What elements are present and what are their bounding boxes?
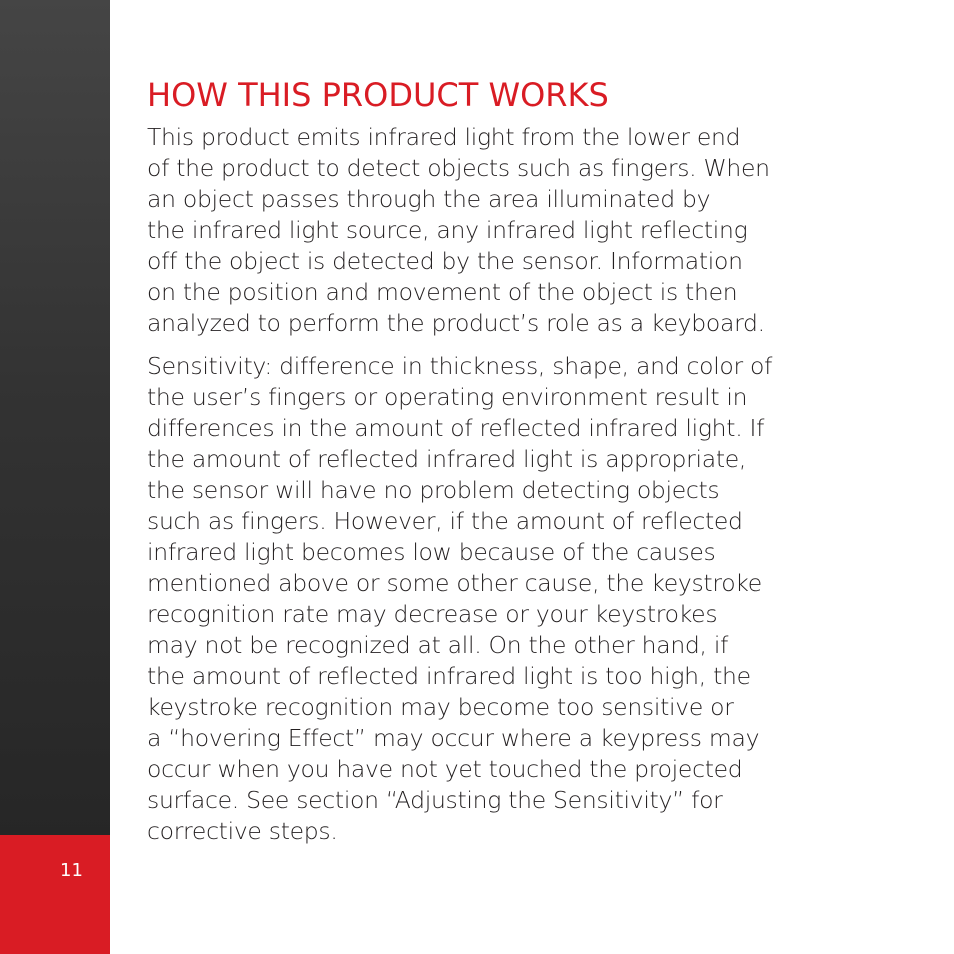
- page-content: [147, 74, 887, 847]
- page-number-tab: [0, 835, 110, 954]
- text-line: the sensor will have no problem detecting objects: [147, 476, 720, 504]
- text-line: keystroke recognition may become too sensitive or: [147, 693, 734, 721]
- page-number: 11: [60, 860, 83, 881]
- text-line: infrared light becomes low because of the causes: [147, 538, 716, 566]
- paragraph-how-it-works: [147, 122, 887, 339]
- paragraph-sensitivity: [147, 351, 887, 847]
- text-line: occur when you have not yet touched the projected: [147, 755, 743, 783]
- text-line: a “hovering Effect” may occur where a keypress may: [147, 724, 760, 752]
- page-title: HOW THIS PRODUCT WORKS: [147, 76, 609, 114]
- text-line: corrective steps.: [147, 817, 338, 845]
- text-line: on the position and movement of the object is then: [147, 278, 738, 306]
- text-line: recognition rate may decrease or your keystrokes: [147, 600, 718, 628]
- text-line: mentioned above or some other cause, the keystroke: [147, 569, 762, 597]
- text-line: analyzed to perform the product’s role as a keyboard.: [147, 309, 765, 337]
- sidebar-strip: [0, 0, 110, 954]
- text-line: an object passes through the area illuminated by: [147, 185, 711, 213]
- text-line: may not be recognized at all. On the other hand, if: [147, 631, 729, 659]
- text-line: This product emits infrared light from the lower end: [147, 123, 741, 151]
- text-line: of the product to detect objects such as fingers. When: [147, 154, 770, 182]
- text-line: the user’s fingers or operating environment result in: [147, 383, 748, 411]
- text-line: such as fingers. However, if the amount of reflected: [147, 507, 743, 535]
- text-line: surface. See section “Adjusting the Sensitivity” for: [147, 786, 723, 814]
- text-line: off the object is detected by the sensor. Information: [147, 247, 743, 275]
- text-line: Sensitivity: difference in thickness, shape, and color of: [147, 352, 773, 380]
- text-line: the amount of reflected infrared light is appropriate,: [147, 445, 747, 473]
- text-line: the amount of reflected infrared light is too high, the: [147, 662, 751, 690]
- text-line: differences in the amount of reflected infrared light. If: [147, 414, 765, 442]
- text-line: the infrared light source, any infrared light reflecting: [147, 216, 748, 244]
